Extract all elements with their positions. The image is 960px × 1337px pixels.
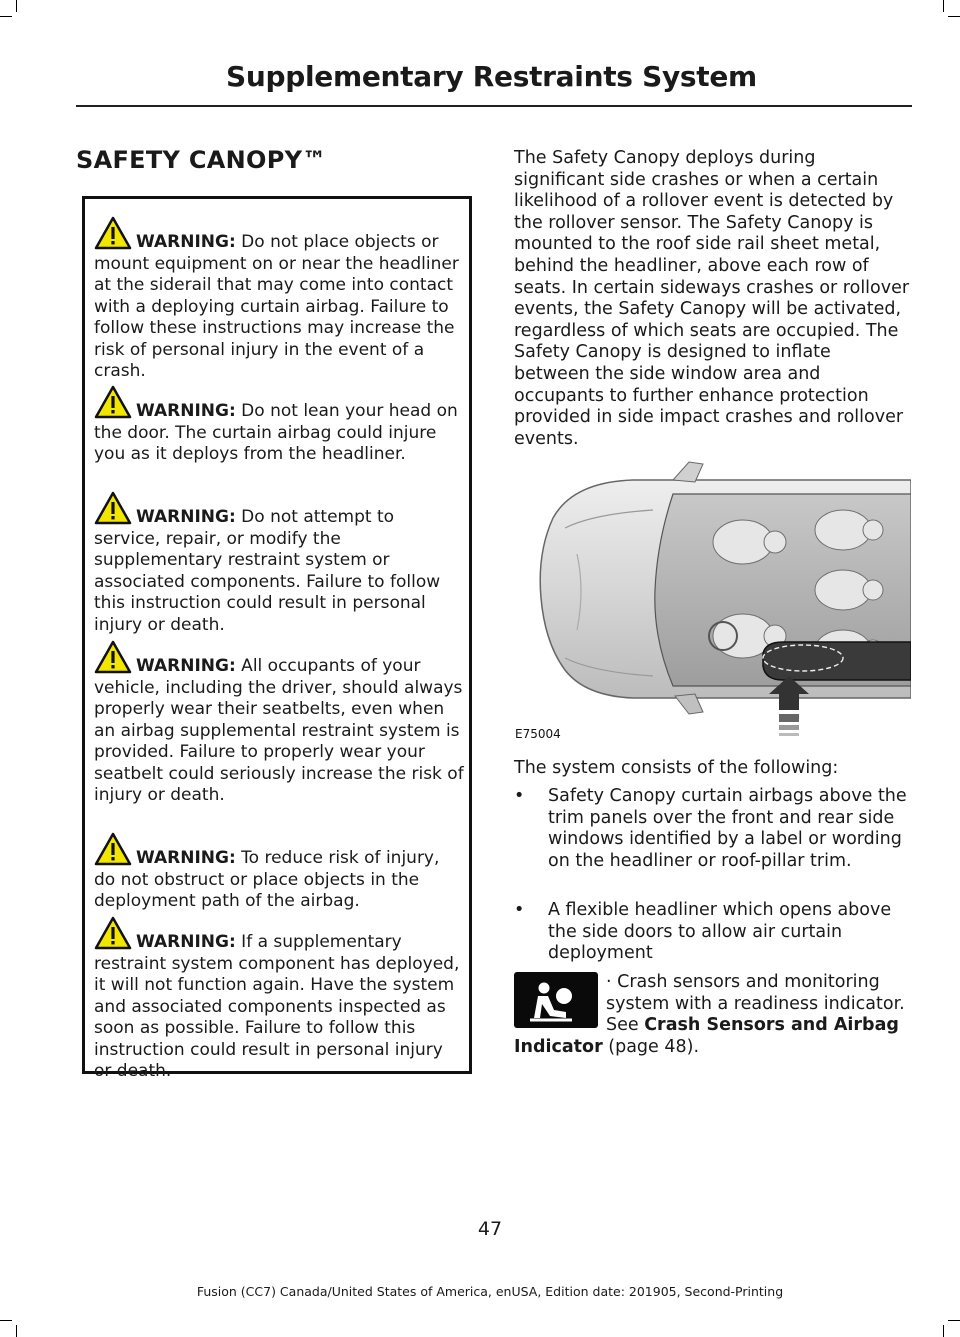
warning-4: [94, 640, 464, 807]
consists-paragraph: The system consists of the following:: [514, 758, 839, 778]
warning-6: [94, 916, 464, 1083]
warning-label: WARNING:: [136, 507, 236, 527]
footer-text: Fusion (CC7) Canada/United States of America, enUSA, Edition date: 201905, Second-Printing: [196, 1284, 784, 1299]
intro-paragraph: The Safety Canopy deploys during significant side crashes or when a certain likelihood of a rollover event is detected by the rollover sensor. The Safety Canopy is mounted to the roof side rail sheet metal, behind the headliner, above each row of seats. In certain sideways crashes or rollover events, the Safety Canopy will be activated, regardless of which seats are occupied. The Safety Canopy is designed to inflate between the side window area and occupants to further enhance protection provided in side impact crashes and rollover events.: [514, 148, 910, 449]
crash-sensors-paragraph: [514, 972, 910, 1058]
warning-text: If a supplementary restraint system component has deployed, it will not function again. Have the system and associated components inspected as soon as possible. Failure to follow this instruction could result in personal injury or death.: [94, 932, 460, 1081]
crop-mark: [0, 1320, 12, 1321]
warning-text: Do not attempt to service, repair, or modify the supplementary restraint system or associated components. Failure to follow this instruction could result in personal injury or death.: [94, 507, 441, 635]
warning-text: To reduce risk of injury, do not obstruct or place objects in the deployment path of the airbag.: [94, 848, 440, 911]
crop-mark: [943, 0, 944, 12]
warning-label: WARNING:: [136, 848, 236, 868]
crop-mark: [16, 0, 17, 12]
crash-sensors-page-ref: (page 48).: [602, 1036, 700, 1057]
warning-text: Do not lean your head on the door. The curtain airbag could injure you as it deploys from the headliner.: [94, 401, 458, 464]
warning-label: WARNING:: [136, 656, 236, 676]
crop-mark: [948, 16, 960, 17]
section-title: SAFETY CANOPY™: [76, 146, 327, 174]
page-number: 47: [477, 1218, 503, 1240]
warning-2: [94, 385, 464, 466]
crash-sensors-text: · Crash sensors and monitoring system with a readiness indicator. See: [606, 972, 905, 1036]
page-header-title: Supplementary Restraints System: [226, 60, 757, 93]
warning-text: Do not place objects or mount equipment on or near the headliner at the siderail that may come into contact with a deploying curtain airbag. Failure to follow these instructions may increase the risk of personal injury in the event of a crash.: [94, 232, 459, 381]
crash-sensors-link[interactable]: Crash Sensors and Airbag Indicator: [514, 1015, 899, 1057]
warning-triangle-icon: [94, 640, 132, 674]
warning-text: All occupants of your vehicle, including the driver, should always properly wear their seatbelts, even when an airbag supplemental restraint system is provided. Failure to properly wear your seatbelt could seriously increase the risk of injury or death.: [94, 656, 464, 805]
list-item-text: Safety Canopy curtain airbags above the trim panels over the front and rear side windows identified by a label or wording on the headliner or roof-pillar trim.: [548, 786, 907, 871]
header-divider: [76, 105, 912, 107]
airbag-indicator-icon: [514, 972, 598, 1028]
bullet-mark: •: [514, 786, 525, 806]
warning-label: WARNING:: [136, 232, 236, 252]
warning-5: [94, 832, 464, 913]
warning-triangle-icon: [94, 216, 132, 250]
warning-label: WARNING:: [136, 932, 236, 952]
safety-canopy-figure: [513, 458, 911, 748]
crop-mark: [943, 1325, 944, 1337]
crop-mark: [948, 1320, 960, 1321]
warning-1: [94, 216, 464, 383]
warning-triangle-icon: [94, 832, 132, 866]
crop-mark: [0, 16, 12, 17]
list-item-text: A flexible headliner which opens above the side doors to allow air curtain deployment: [548, 900, 892, 964]
warning-3: [94, 491, 464, 636]
list-item: [514, 786, 910, 896]
warning-label: WARNING:: [136, 401, 236, 421]
car-canopy-illustration: [513, 458, 911, 748]
warning-triangle-icon: [94, 916, 132, 950]
bullet-mark: •: [514, 900, 525, 920]
warning-triangle-icon: [94, 491, 132, 525]
figure-code: E75004: [515, 727, 561, 741]
warning-triangle-icon: [94, 385, 132, 419]
list-item: [514, 900, 910, 970]
crop-mark: [16, 1325, 17, 1337]
